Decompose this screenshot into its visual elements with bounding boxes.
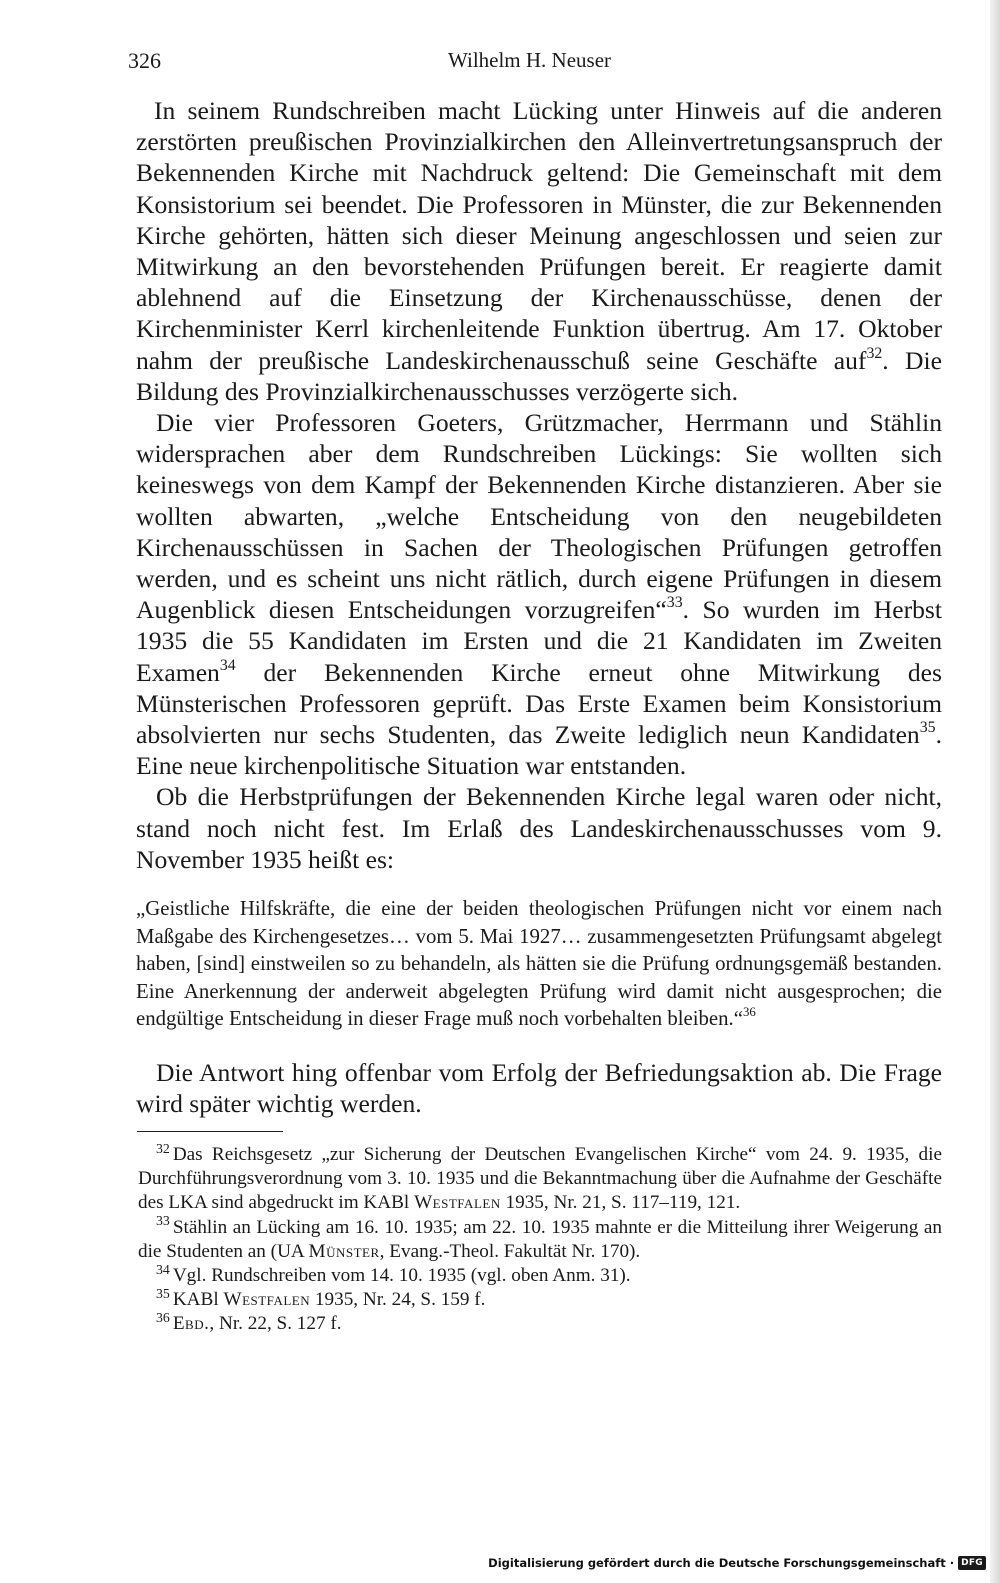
footnote-smallcaps: Ebd. [172,1313,210,1335]
footnote-number: 36 [156,1310,170,1326]
footnote-smallcaps: Münster [308,1240,380,1262]
running-header [128,48,940,82]
page-edge [990,0,1000,1583]
footnote [138,1312,942,1336]
paragraph-2-text-c: der Bekennenden Kirche erneut ohne Mitwirkung des Münsterischen Professoren geprüft. Das Erste Examen beim Konsistorium absolvierten nur sechs Studenten, das Zweite lediglich neun Kandidaten [136,657,942,750]
paragraph-3-text: Ob die Herbstprüfungen der Bekennenden Kirche legal waren oder nicht, stand noch nicht fest. Im Erlaß des Landeskirchenausschusses vom 9. November 1935 heißt es: [136,782,942,874]
page-number: 326 [128,48,161,73]
footnote-text: Stählin an Lücking am 16. 10. 1935; am 22. 10. 1935 mahnte er die Mitteilung ihrer Weigerung an die Studenten an (UA [138,1216,942,1262]
footnote-number: 32 [156,1140,170,1156]
footnote-ref-36[interactable]: 36 [742,1004,756,1019]
footnote-text-tail: , Evang.-Theol. Fakultät Nr. 170). [379,1240,641,1262]
footnote-number: 35 [156,1285,170,1301]
footnote-ref-35[interactable]: 35 [919,718,936,736]
dfg-logo-icon: DFG [958,1556,986,1570]
footnote-smallcaps: Westfalen [414,1192,501,1214]
footnote-number: 33 [156,1213,170,1229]
footnote-text-tail: 1935, Nr. 24, S. 159 f. [310,1289,486,1311]
paragraph-1-text: In seinem Rundschreiben macht Lücking unter Hinweis auf die anderen zerstörten preußischen Provinzialkirchen den Alleinvertretungsanspruch der Bekennenden Kirche mit Nachdruck geltend: Die Gemeinschaft mit dem Konsistorium sei beendet. Die Professoren in Münster, die zur Bekennenden Kirche gehörten, hätten sich dieser Meinung angeschlossen und seien zur Mitwirkung an den bevorstehenden Prüfungen bereit. Er reagierte damit ablehnend auf die Einsetzung der Kirchenausschüsse, denen der Kirchenminister Kerrl kirchenleitende Funktion übertrug. Am 17. Oktober nahm der preußische Landeskirchenausschuß seine Geschäfte auf [136,96,942,375]
body-text [136,95,942,1119]
footnote-ref-32[interactable]: 32 [866,344,883,362]
footnote-ref-34[interactable]: 34 [219,656,236,674]
credit-text: Digitalisierung gefördert durch die Deutsche Forschungsgemeinschaft · [488,1556,955,1570]
footnote-text: KABl [172,1289,224,1311]
running-head-author: Wilhelm H. Neuser [448,48,612,72]
paragraph-2-text-b: . So wurden im Herbst 1935 die 55 Kandidaten im Ersten und die 21 Kandidaten im Zweiten Examen [136,595,942,687]
footnote-number: 34 [156,1261,170,1277]
footnote [138,1140,942,1216]
footnote-rule [137,1131,283,1132]
digitization-credit [488,1551,986,1575]
paragraph-4 [136,1057,942,1119]
block-quote-text: „Geistliche Hilfskräfte, die eine der beiden theologischen Prüfungen nicht vor einem nach Maßgabe des Kirchengesetzes… vom 5. Mai 1927… zusammengesetzten Prüfungsamt abgelegt haben, [sind] einstweilen so zu behandeln, als hätten sie die Prüfung ordnungsgemäß bestanden. Eine Anerkennung der anderweit abgelegten Prüfung wird damit nicht ausgesprochen; die endgültige Entscheidung in dieser Frage muß noch vorbehalten bleiben.“ [136,897,942,1031]
footnote-text: Das Reichsgesetz „zur Sicherung der Deutschen Evangelischen Kirche“ vom 24. 9. 1935, die Durchführungsverordnung vom 3. 10. 1935 und die Bekanntmachung über die Aufnahme der Geschäfte des LKA sind abgedruckt im KABl [138,1144,942,1214]
footnote-text-tail: , Nr. 22, S. 127 f. [209,1313,342,1335]
paragraph-4-text: Die Antwort hing offenbar vom Erfolg der Befriedungsaktion ab. Die Frage wird später wichtig werden. [136,1057,942,1118]
footnote-text: Vgl. Rundschreiben vom 14. 10. 1935 (vgl. oben Anm. 31). [172,1265,631,1287]
footnote [138,1285,942,1312]
block-quote [136,895,942,1033]
paragraph-2-text-d: . Eine neue kirchenpolitische Situation war entstanden. [136,720,942,781]
footnote-smallcaps: Westfalen [223,1289,311,1311]
footnote [138,1213,942,1264]
paragraph-2 [136,407,942,781]
paragraph-1-tail: . Die Bildung des Provinzialkirchenausschusses verzögerte sich. [136,345,942,406]
footnote-ref-33[interactable]: 33 [666,594,683,612]
paragraph-1 [136,95,942,407]
footnote-text-tail: 1935, Nr. 21, S. 117–119, 121. [500,1192,741,1214]
footnote [138,1261,942,1288]
paragraph-3 [136,781,942,875]
footnotes [138,1140,942,1337]
paragraph-2-text-a: Die vier Professoren Goeters, Grützmacher, Herrmann und Stählin widersprachen aber dem Rundschreiben Lückings: Sie wollten sich keineswegs von dem Kampf der Bekennenden Kirche distanzieren. Aber sie wollten abwarten, „welche Entscheidung von den neugebildeten Kirchenausschüssen in Sachen der Theologischen Prüfungen getroffen werden, und es scheint uns nicht rätlich, durch eigene Prüfungen in diesem Augenblick diesen Entscheidungen vorzugreifen“ [136,408,942,625]
